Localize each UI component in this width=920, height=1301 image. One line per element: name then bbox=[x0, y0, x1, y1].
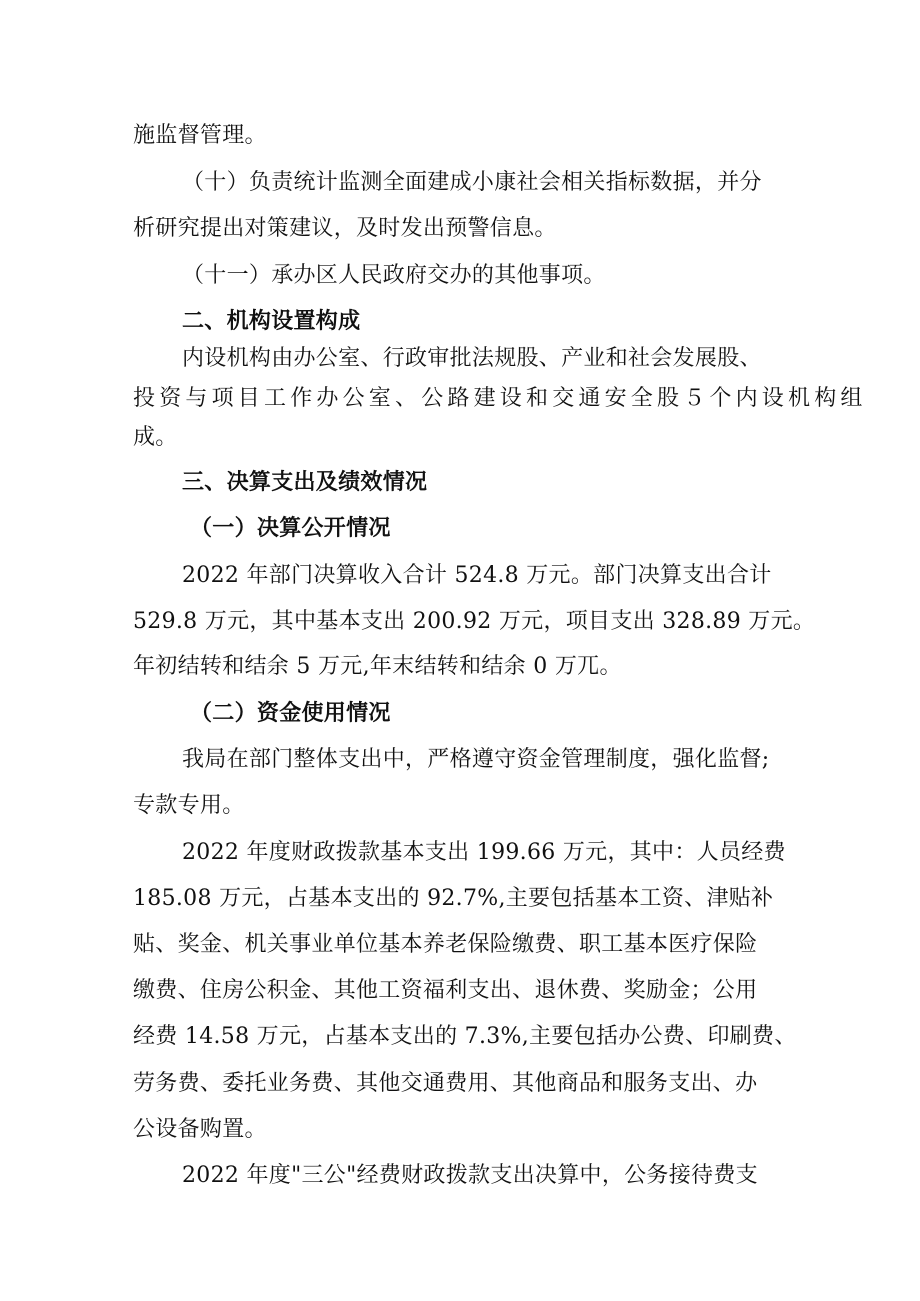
text-line: 专款专用。 bbox=[133, 793, 245, 818]
section-heading: 三、决算支出及绩效情况 bbox=[182, 470, 428, 495]
text-line: 施监督管理。 bbox=[133, 123, 267, 148]
text-line: 2022 年部门决算收入合计 524.8 万元。部门决算支出合计 bbox=[182, 563, 772, 588]
text-line: 贴、奖金、机关事业单位基本养老保险缴费、职工基本医疗保险 bbox=[133, 932, 758, 957]
text-line: 2022 年度"三公"经费财政拨款支出决算中，公务接待费支 bbox=[182, 1163, 758, 1188]
text-line: 年初结转和结余 5 万元,年末结转和结余 0 万兀。 bbox=[133, 654, 622, 679]
section-heading: 二、机构设置构成 bbox=[182, 309, 361, 334]
text-line: 成。 bbox=[133, 425, 178, 450]
text-line: （十一）承办区人民政府交办的其他事项。 bbox=[182, 263, 606, 288]
text-line: 185.08 万元，占基本支出的 92.7%,主要包括基本工资、津贴补 bbox=[133, 886, 774, 911]
text-line: 缴费、住房公积金、其他工资福利支出、退休费、奖励金；公用 bbox=[133, 978, 758, 1003]
text-line: 劳务费、委托业务费、其他交通费用、其他商品和服务支出、办 bbox=[133, 1071, 758, 1096]
text-line: 投资与项目工作办公室、公路建设和交通安全股５个内设机构组 bbox=[133, 386, 867, 411]
text-line: 529.8 万元，其中基本支出 200.92 万元，项目支出 328.89 万元。 bbox=[133, 609, 816, 634]
text-line: 2022 年度财政拨款基本支出 199.66 万元，其中：人员经费 bbox=[182, 840, 786, 865]
text-line: 我局在部门整体支出中，严格遵守资金管理制度，强化监督; bbox=[182, 747, 770, 772]
text-line: 公设备购置。 bbox=[133, 1117, 267, 1142]
text-line: 经费 14.58 万元，占基本支出的 7.3%,主要包括办公费、印刷费、 bbox=[133, 1024, 797, 1049]
subsection-heading: （二）资金使用情况 bbox=[190, 701, 391, 726]
text-line: （十）负责统计监测全面建成小康社会相关指标数据，并分 bbox=[182, 170, 762, 195]
text-line: 析研究提出对策建议，及时发出预警信息。 bbox=[133, 216, 557, 241]
text-line: 内设机构由办公室、行政审批法规股、产业和社会发展股、 bbox=[182, 346, 762, 371]
subsection-heading: （一）决算公开情况 bbox=[190, 516, 391, 541]
